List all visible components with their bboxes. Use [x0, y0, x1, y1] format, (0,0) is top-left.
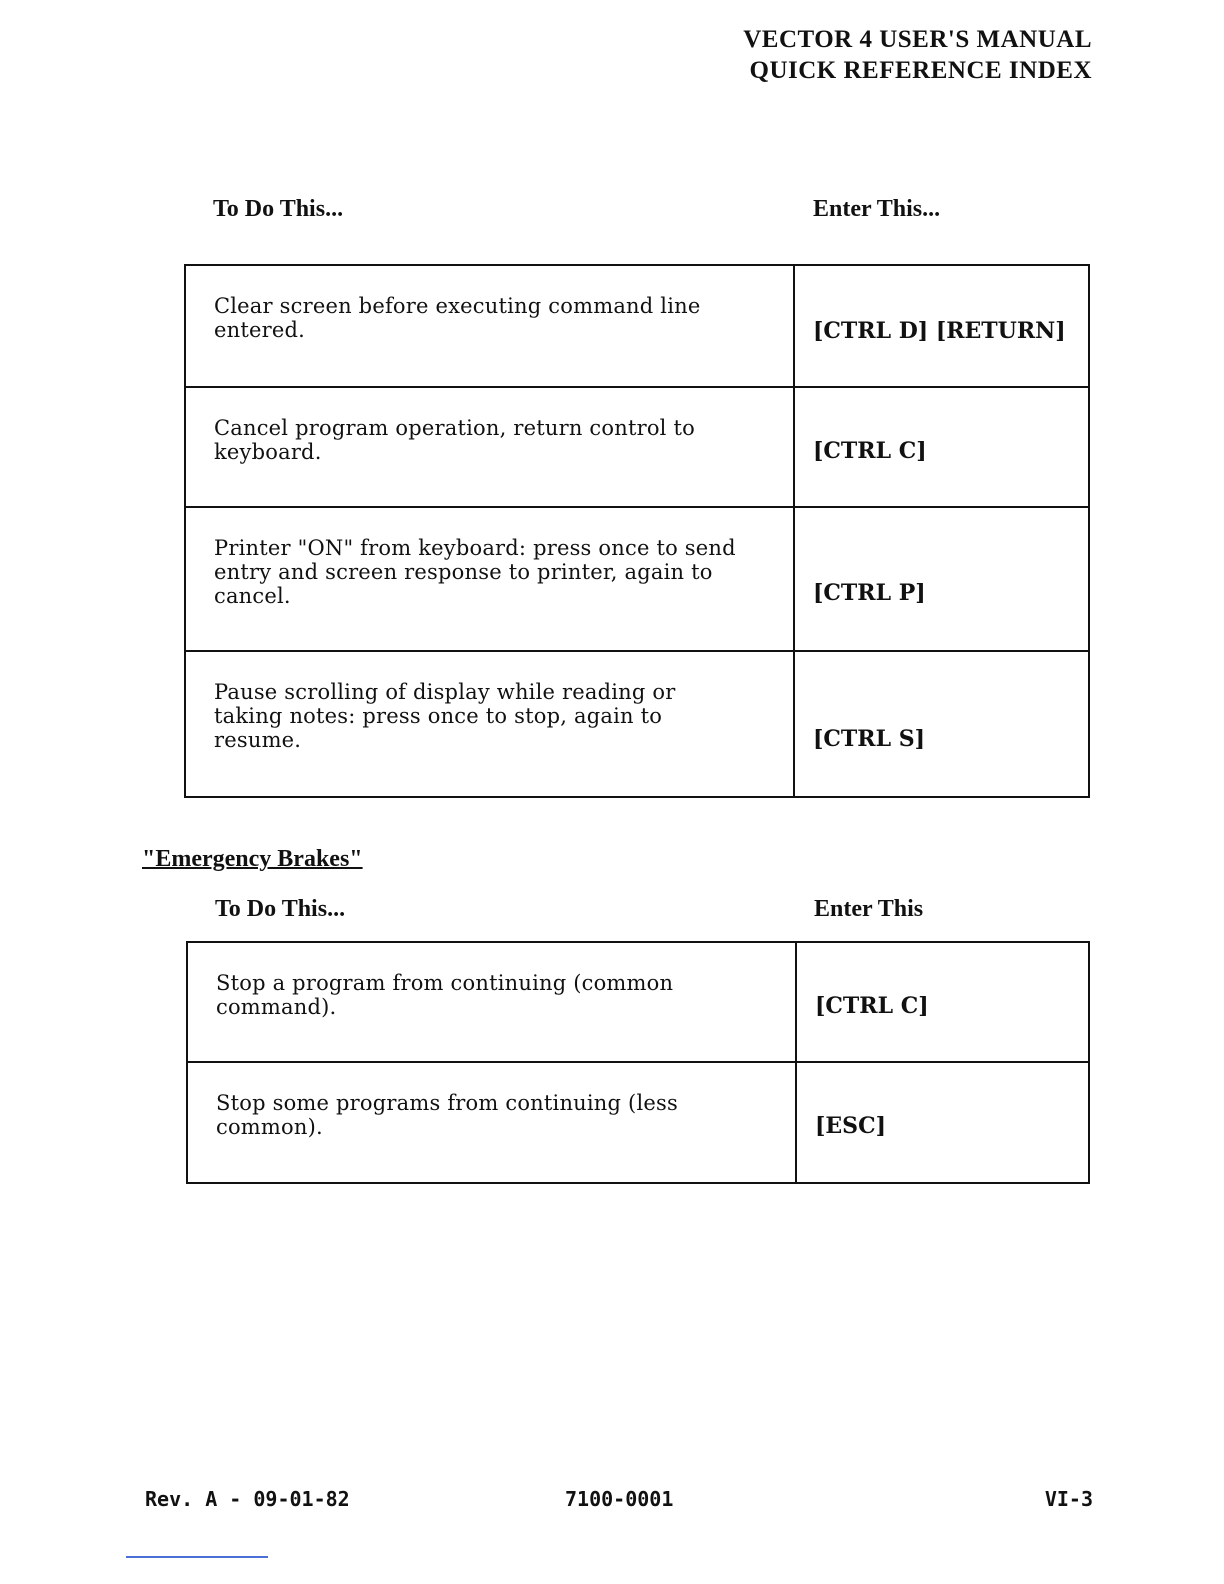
description-cell — [187, 1062, 796, 1183]
revision-date: Rev. A - 09-01-82 — [145, 1487, 350, 1511]
index-title: QUICK REFERENCE INDEX — [749, 57, 1092, 84]
emergency-brakes-table — [186, 941, 1090, 1184]
page-number: VI-3 — [1044, 1487, 1093, 1511]
description-cell — [185, 651, 794, 797]
row-keys: [CTRL D] [RETURN] — [813, 318, 1066, 344]
row-description: Pause scrolling of display while reading or taking notes: press once to stop, again to resume. — [214, 680, 676, 752]
table-row — [185, 387, 1089, 507]
row-keys: [CTRL S] — [813, 726, 925, 752]
row-description: Stop a program from continuing (common command). — [216, 971, 674, 1019]
column-heading-task: To Do This... — [215, 896, 346, 922]
key-cell — [796, 1062, 1089, 1183]
section-title-emergency-brakes: "Emergency Brakes" — [142, 846, 363, 872]
description-cell — [185, 507, 794, 651]
key-cell — [794, 507, 1089, 651]
key-cell — [794, 387, 1089, 507]
table-row — [187, 942, 1089, 1062]
description-cell — [185, 265, 794, 387]
table-row — [185, 507, 1089, 651]
key-cell — [794, 651, 1089, 797]
row-keys: [ESC] — [815, 1113, 886, 1139]
description-cell — [187, 942, 796, 1062]
table-row — [185, 265, 1089, 387]
column-heading-entry: Enter This... — [813, 196, 941, 222]
row-description: Clear screen before executing command line entered. — [214, 294, 701, 342]
row-keys: [CTRL C] — [815, 993, 929, 1019]
row-description: Cancel program operation, return control to keyboard. — [214, 416, 695, 464]
key-cell — [794, 265, 1089, 387]
table-row — [187, 1062, 1089, 1183]
manual-title: VECTOR 4 USER'S MANUAL — [743, 26, 1092, 53]
quick-reference-table — [184, 264, 1090, 798]
key-cell — [796, 942, 1089, 1062]
row-keys: [CTRL P] — [813, 580, 926, 606]
document-number: 7100-0001 — [565, 1487, 674, 1511]
column-heading-task: To Do This... — [213, 196, 344, 222]
description-cell — [185, 387, 794, 507]
row-description: Stop some programs from continuing (less common). — [216, 1091, 678, 1139]
row-keys: [CTRL C] — [813, 438, 927, 464]
table-row — [185, 651, 1089, 797]
row-description: Printer "ON" from keyboard: press once to send entry and screen response to printer, again to cancel. — [214, 536, 736, 608]
column-heading-entry: Enter This — [814, 896, 924, 922]
scan-artifact-line — [126, 1556, 268, 1558]
